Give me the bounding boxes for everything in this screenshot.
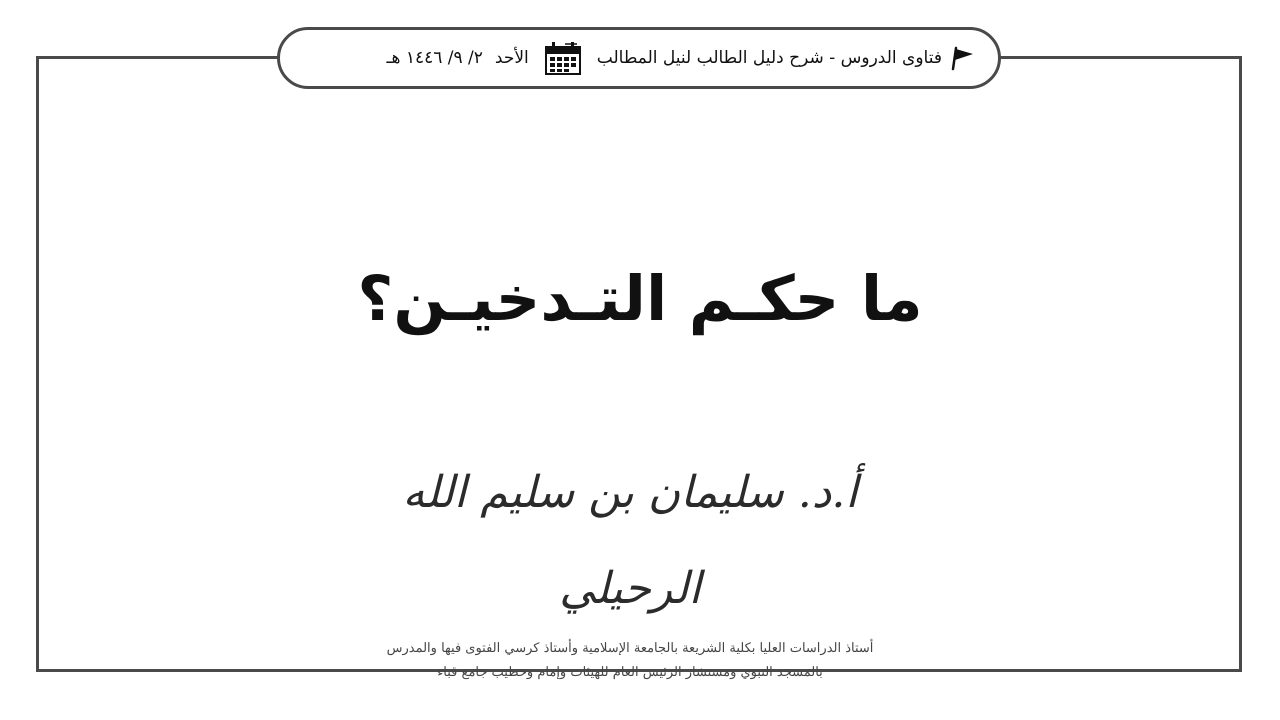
calendar-icon [543, 40, 583, 76]
series-title: فتاوى الدروس - شرح دليل الطالب لنيل المطالب [596, 48, 942, 68]
scholar-name: أ.د. سليمان بن سليم الله الرحيلي [402, 467, 858, 614]
scholar-signature [350, 445, 910, 680]
flag-icon [950, 45, 976, 71]
main-question: ما حكـم التـدخيـن؟ [357, 262, 923, 335]
scholar-title-line-2: بالمسجد النبوي ومستشار الرئيس العام للهيئات وإمام وخطيب جامع قباء [437, 665, 823, 680]
header-date: ٢/ ٩/ ١٤٤٦ هـ [386, 48, 483, 68]
header-day: الأحد [494, 48, 529, 68]
scholar-title-line-1: أستاذ الدراسات العليا بكلية الشريعة بالجامعة الإسلامية وأستاذ كرسي الفتوى فيها والمدرس [386, 641, 874, 656]
header-bar [277, 27, 1001, 89]
